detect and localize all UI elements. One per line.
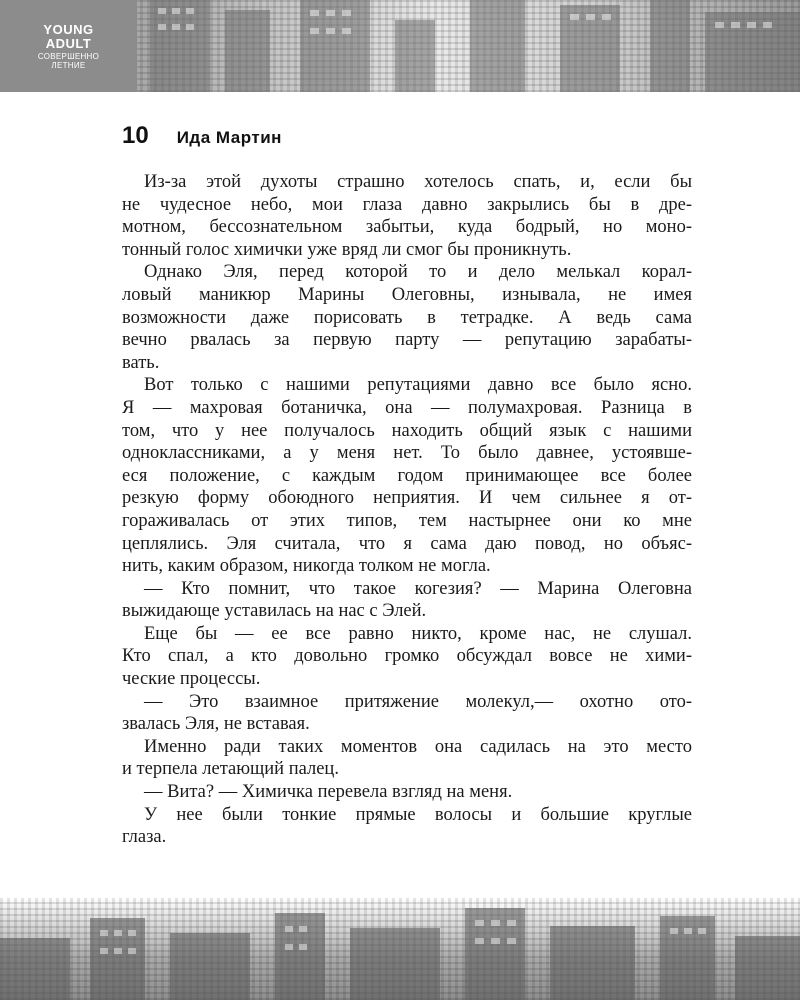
author-name: Ида Мартин xyxy=(176,128,282,147)
header-decorative-band xyxy=(0,0,800,92)
text-line: ческие процессы. xyxy=(122,669,261,690)
text-line: одноклассниками, а у меня нет. То было давнее, устоявше- xyxy=(122,443,692,464)
series-logo-line1: YOUNG xyxy=(43,21,94,37)
text-line: — Кто помнит, что такое когезия? — Марина Олеговна xyxy=(144,578,692,599)
text-line: и терпела летающий палец. xyxy=(122,759,339,780)
paragraph xyxy=(122,736,692,781)
page-number: 10 xyxy=(122,122,149,149)
text-line: выжидающе уставилась на нас с Элей. xyxy=(122,601,427,622)
text-line: Кто спал, а кто довольно громко обсуждал вовсе не хими- xyxy=(122,646,692,667)
text-line: не чудесное небо, мои глаза давно закрылись бы в дре- xyxy=(122,194,692,215)
text-line: нить, каким образом, никогда толком не могла. xyxy=(122,556,491,577)
text-line: тонный голос химички уже вряд ли смог бы проникнуть. xyxy=(122,239,572,260)
text-line: Именно ради таких моментов она садилась на это место xyxy=(144,736,692,757)
series-logo-line4: ЛЕТНИЕ xyxy=(51,60,86,70)
paragraph xyxy=(122,578,692,623)
text-line: Еще бы — ее все равно никто, кроме нас, не слушал. xyxy=(144,623,692,644)
text-line: У нее были тонкие прямые волосы и большие круглые xyxy=(144,804,692,825)
text-line: вать. xyxy=(122,352,160,373)
text-line: гораживалась от этих типов, тем настырнее они ко мне xyxy=(122,510,692,531)
paragraph xyxy=(122,623,692,691)
paragraph xyxy=(122,374,692,577)
text-line: ловый маникюр Марины Олеговны, изнывала, не имея xyxy=(122,284,692,305)
text-line: еся положение, с каждым годом принимающее все более xyxy=(122,465,692,486)
running-head xyxy=(122,122,282,154)
text-line: том, что у нее получалось находить общий язык с нашими xyxy=(122,420,692,441)
text-line: вечно рвалась за первую парту — репутацию зарабаты- xyxy=(122,330,692,351)
text-line: глаза. xyxy=(122,827,167,848)
paragraph xyxy=(122,261,692,374)
series-logo-line3: СОВЕРШЕННО xyxy=(37,51,100,61)
series-logo xyxy=(0,0,137,92)
building-silhouettes-bottom xyxy=(0,898,800,1000)
footer-decorative-band xyxy=(0,898,800,1000)
paragraph xyxy=(122,804,692,849)
text-line: — Вита? — Химичка перевела взгляд на меня. xyxy=(144,782,513,803)
series-logo-line2: ADULT xyxy=(45,35,92,51)
text-line: — Это взаимное притяжение молекул,— охотно ото- xyxy=(144,691,692,712)
text-line: звалась Эля, не вставая. xyxy=(122,714,310,735)
text-line: Из-за этой духоты страшно хотелось спать, и, если бы xyxy=(144,172,692,192)
paragraph xyxy=(122,171,692,261)
text-line: Однако Эля, перед которой то и дело мелькал корал- xyxy=(144,262,692,283)
text-line: Я — махровая ботаничка, она — полумахровая. Разница в xyxy=(122,397,692,418)
text-line: Вот только с нашими репутациями давно все было ясно. xyxy=(144,375,692,396)
paragraph xyxy=(122,691,692,736)
body-text xyxy=(122,171,692,849)
text-line: мотном, бессознательном забытьи, куда бодрый, но моно- xyxy=(122,217,692,238)
text-line: цеплялись. Эля считала, что я сама даю повод, но объяс- xyxy=(122,533,692,554)
text-line: резкую форму обоюдного неприятия. И чем сильнее я от- xyxy=(122,488,692,509)
text-line: возможности даже порисовать в тетрадке. А ведь сама xyxy=(122,307,692,328)
paragraph xyxy=(122,781,692,804)
